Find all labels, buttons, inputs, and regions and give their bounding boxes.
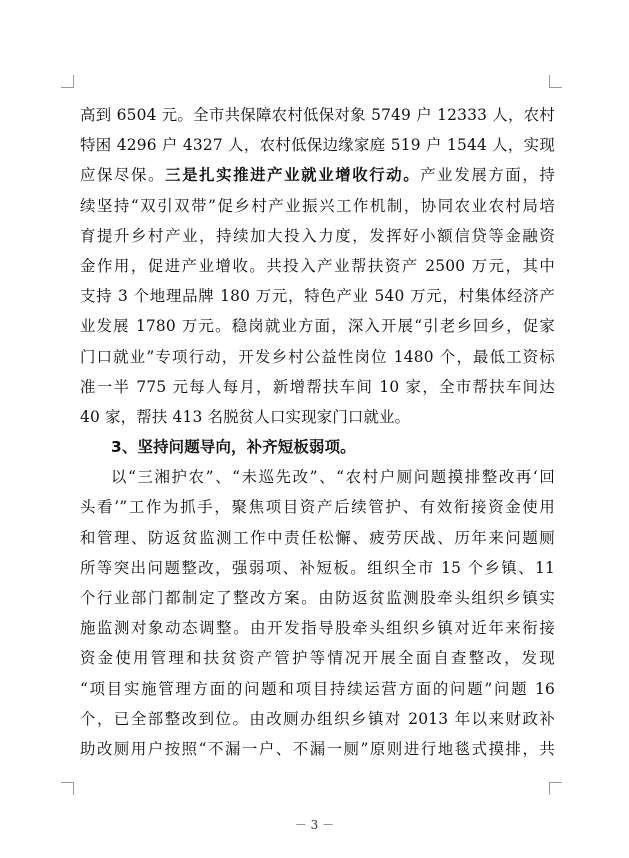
text-line: 准一半 775 元每人每月，新增帮扶车间 10 家，全市帮扶车间达 bbox=[80, 377, 555, 396]
page-number: － 3 － bbox=[294, 818, 335, 832]
text-line bbox=[80, 160, 555, 190]
text-run: 产业发展方面，持 bbox=[420, 166, 555, 185]
text-line: 40 家，帮扶 413 名脱贫人口实现家门口就业。 bbox=[80, 407, 411, 426]
text-line: 育提升乡村产业，持续加大投入力度，发挥好小额信贷等金融资 bbox=[80, 226, 555, 245]
text-line: “项目实施管理方面的问题和项目持续运营方面的问题”问题 16 bbox=[80, 679, 555, 698]
text-run: 应保尽保。 bbox=[80, 166, 166, 185]
text-line: 特困 4296 户 4327 人，农村低保边缘家庭 519 户 1544 人，实现 bbox=[80, 136, 555, 155]
text-line: 施监测对象动态调整。由开发指导股牵头组织乡镇对近年来衔接 bbox=[80, 619, 555, 638]
text-line: 金作用，促进产业增收。共投入产业帮扶资产 2500 万元，其中 bbox=[80, 256, 555, 275]
text-line: 高到 6504 元。全市共保障农村低保对象 5749 户 12333 人，农村 bbox=[80, 106, 555, 124]
text-line: 头看’”工作为抓手，聚焦项目资产后续管护、有效衔接资金使用 bbox=[80, 498, 555, 517]
text-line: 所等突出问题整改，强弱项、补短板。组织全市 15 个乡镇、11 bbox=[80, 558, 555, 577]
crop-mark-bottom-right bbox=[549, 782, 562, 795]
body-text bbox=[80, 100, 555, 764]
section-heading: 3、坚持问题导向，补齐短板弱项。 bbox=[111, 438, 356, 457]
bold-lead-phrase: 三是扎实推进产业就业增收行动。 bbox=[165, 166, 421, 185]
crop-mark-top-left bbox=[61, 75, 74, 88]
text-line: 业发展 1780 万元。稳岗就业方面，深入开展“引老乡回乡，促家 bbox=[80, 317, 555, 336]
text-line: 资金使用管理和扶贫资产管护等情况开展全面自查整改，发现 bbox=[80, 649, 555, 668]
text-line: 门口就业”专项行动，开发乡村公益性岗位 1480 个，最低工资标 bbox=[80, 347, 555, 366]
text-line: 助改厕用户按照“不漏一户、不漏一厕”原则进行地毯式摸排，共 bbox=[80, 739, 555, 758]
text-line: 个行业部门都制定了整改方案。由防返贫监测股牵头组织乡镇实 bbox=[80, 589, 555, 607]
text-line: 和管理、防返贫监测工作中责任松懈、疲劳厌战、历年来问题厕 bbox=[80, 528, 555, 547]
text-line: 续坚持“双引双带”促乡村产业振兴工作机制，协同农业农村局培 bbox=[80, 196, 555, 215]
text-line: 以“三湘护农”、“未巡先改”、“农村户厕问题摸排整改再‘回 bbox=[111, 468, 555, 487]
crop-mark-top-right bbox=[549, 75, 562, 88]
crop-mark-bottom-left bbox=[61, 782, 74, 795]
text-line: 个，已全部整改到位。由改厕办组织乡镇对 2013 年以来财政补 bbox=[80, 709, 555, 728]
text-line: 支持 3 个地理品牌 180 万元，特色产业 540 万元，村集体经济产 bbox=[80, 287, 555, 306]
